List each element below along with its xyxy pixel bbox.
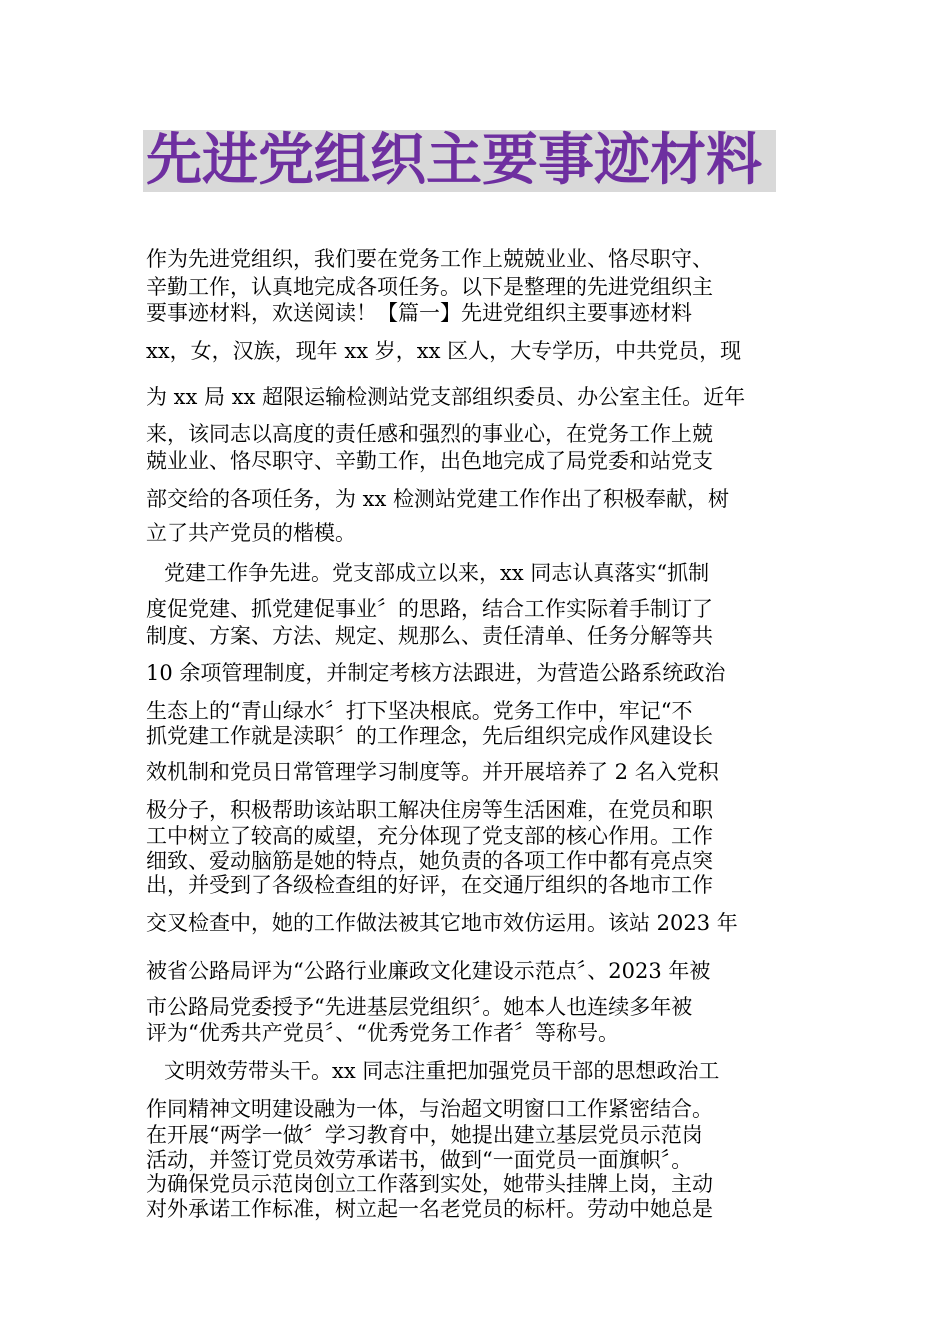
- paragraph-start-line: 党建工作争先进。党支部成立以来，xx 同志认真落实“抓制: [164, 561, 710, 585]
- text-line: 对外承诺工作标准，树立起一名老党员的标杆。劳动中她总是: [146, 1197, 713, 1221]
- text-line: 为 xx 局 xx 超限运输检测站党支部组织委员、办公室主任。近年: [146, 385, 746, 409]
- text-line: 10 余项管理制度，并制定考核方法跟进，为营造公路系统政治: [146, 661, 726, 685]
- text-line: 部交给的各项任务，为 xx 检测站党建工作作出了积极奉献，树: [146, 487, 730, 511]
- text-line: 兢业业、恪尽职守、辛勤工作，出色地完成了局党委和站党支: [146, 449, 713, 473]
- text-line: 生态上的“青山绿水〞打下坚决根底。党务工作中，牢记“不: [146, 699, 693, 723]
- paragraph-start-line: 文明效劳带头干。xx 同志注重把加强党员干部的思想政治工: [164, 1059, 720, 1083]
- text-line: 活动，并签订党员效劳承诺书，做到“一面党员一面旗帜〞。: [146, 1148, 693, 1172]
- text-line: 市公路局党委授予“先进基层党组织〞。她本人也连续多年被: [146, 995, 693, 1019]
- text-line: 效机制和党员日常管理学习制度等。并开展培养了 2 名入党积: [146, 760, 719, 784]
- text-line: 在开展“两学一做〞学习教育中，她提出建立基层党员示范岗: [146, 1123, 703, 1147]
- text-line: 被省公路局评为“公路行业廉政文化建设示范点〞、2023 年被: [146, 959, 711, 983]
- text-line: 细致、爱动脑筋是她的特点，她负责的各项工作中都有亮点突: [146, 849, 713, 873]
- text-line: xx，女，汉族，现年 xx 岁，xx 区人，大专学历，中共党员，现: [146, 339, 742, 363]
- text-line: 为确保党员示范岗创立工作落到实处，她带头挂牌上岗，主动: [146, 1172, 713, 1196]
- text-line: 作同精神文明建设融为一体，与治超文明窗口工作紧密结合。: [146, 1097, 713, 1121]
- document-title: 先进党组织主要事迹材料: [146, 128, 762, 193]
- text-line: 来，该同志以高度的责任感和强烈的事业心，在党务工作上兢: [146, 422, 713, 446]
- text-line: 出，并受到了各级检查组的好评，在交通厅组织的各地市工作: [146, 873, 713, 897]
- text-line: 极分子，积极帮助该站职工解决住房等生活困难，在党员和职: [146, 798, 713, 822]
- text-line: 抓党建工作就是渎职〞的工作理念，先后组织完成作风建设长: [146, 724, 713, 748]
- text-line: 要事迹材料，欢送阅读！【篇一】先进党组织主要事迹材料: [146, 301, 692, 325]
- text-line: 制度、方案、方法、规定、规那么、责任清单、任务分解等共: [146, 624, 713, 648]
- text-line: 工中树立了较高的威望，充分体现了党支部的核心作用。工作: [146, 824, 713, 848]
- text-line: 辛勤工作，认真地完成各项任务。以下是整理的先进党组织主: [146, 275, 713, 299]
- text-line: 评为“优秀共产党员〞、“优秀党务工作者〞等称号。: [146, 1021, 619, 1045]
- text-line: 作为先进党组织，我们要在党务工作上兢兢业业、恪尽职守、: [146, 247, 713, 271]
- text-line: 立了共产党员的楷模。: [146, 521, 356, 545]
- text-line: 度促党建、抓党建促事业〞的思路，结合工作实际着手制订了: [146, 597, 713, 621]
- text-line: 交叉检查中，她的工作做法被其它地市效仿运用。该站 2023 年: [146, 911, 738, 935]
